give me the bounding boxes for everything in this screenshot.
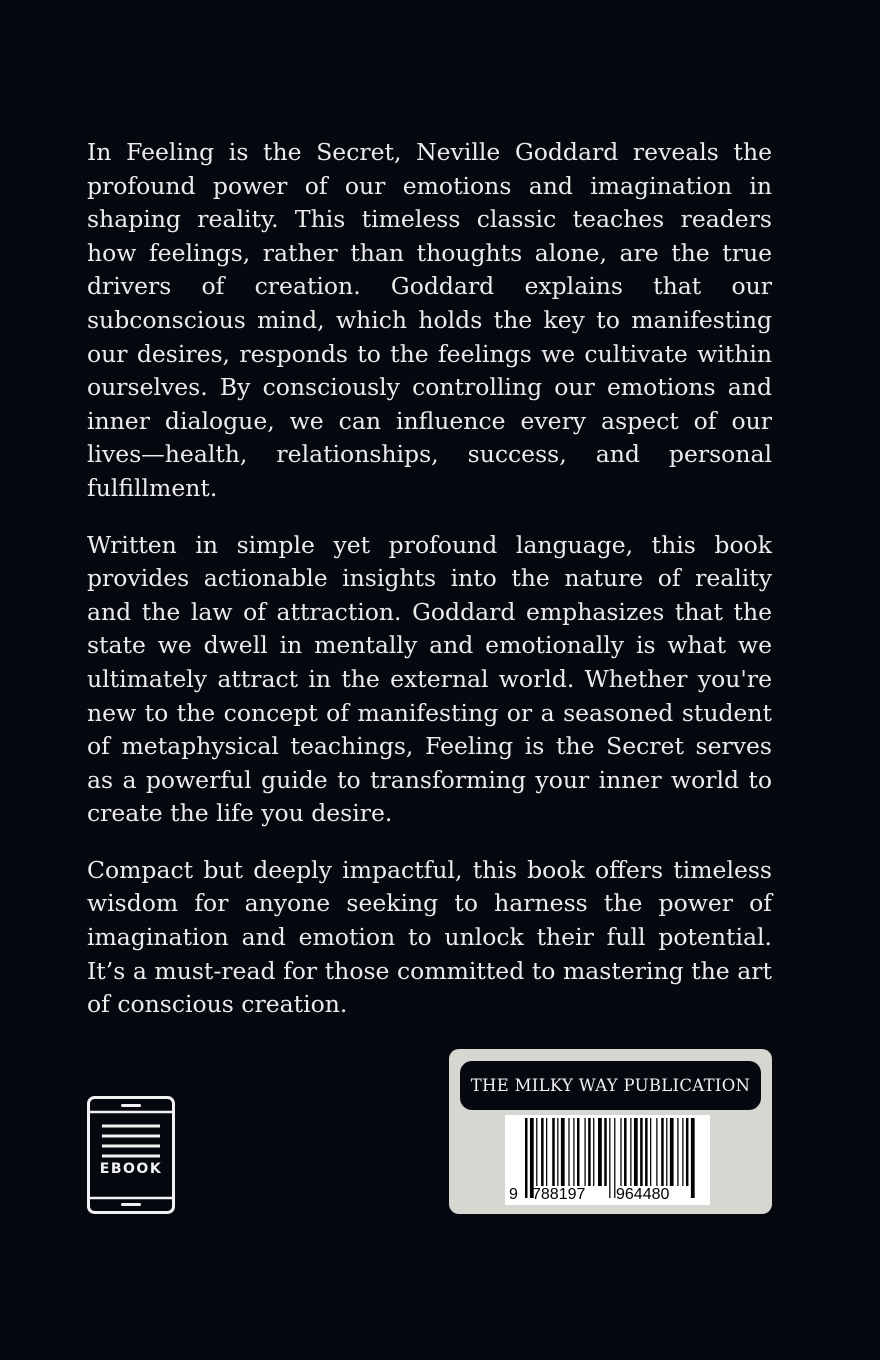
blurb-paragraph-1: In Feeling is the Secret, Neville Goddard reveals the profound power of our emotions and imagination in shaping reality. This timeless classic teaches readers how feelings, rather than thoughts alone, are the true drivers of creation. Goddard explains that our subconscious mind, which holds the key to manifesting our desires, responds to the feelings we cultivate within ourselves. By consciously controlling our emotions and inner dialogue, we can influence every aspect of our lives—health, relationships, success, and personal fulfillment.: [87, 138, 772, 502]
barcode-bar: [640, 1118, 643, 1186]
ebook-badge: [87, 1096, 175, 1214]
barcode-bar: [634, 1118, 638, 1186]
isbn-number: [505, 1185, 710, 1205]
barcode-bar: [598, 1118, 602, 1186]
barcode-bar: [624, 1118, 627, 1186]
barcode-bar: [670, 1118, 674, 1186]
barcode-bar: [546, 1118, 547, 1186]
barcode-bar: [656, 1118, 657, 1186]
barcode-bar: [577, 1118, 580, 1186]
barcode-bar: [536, 1118, 537, 1186]
barcode-bar: [552, 1118, 555, 1186]
isbn-group-2: 964480: [616, 1186, 670, 1203]
isbn-prefix: 9: [509, 1186, 518, 1203]
barcode-bar: [573, 1118, 574, 1186]
barcode-bar: [593, 1118, 594, 1186]
barcode-bar: [541, 1118, 544, 1186]
barcode-panel: [449, 1049, 772, 1214]
blurb-paragraph-3: Compact but deeply impactful, this book offers timeless wisdom for anyone seeking to harness the power of imagination and emotion to unlock their full potential. It’s a must-read for those committed to mastering the art of conscious creation.: [87, 855, 772, 1019]
isbn-group-1: 788197: [532, 1186, 586, 1203]
publisher-name: THE MILKY WAY PUBLICATION: [460, 1061, 761, 1110]
barcode-bar: [620, 1118, 621, 1186]
tablet-ebook-icon: [87, 1096, 175, 1214]
barcode-bar: [568, 1118, 569, 1186]
barcode-bar: [686, 1118, 689, 1186]
barcode-bar: [561, 1118, 565, 1186]
barcode-bar: [650, 1118, 651, 1186]
barcode-bar: [557, 1118, 558, 1186]
barcode-bar: [682, 1118, 683, 1186]
barcode-bar: [588, 1118, 591, 1186]
barcode-bar: [645, 1118, 648, 1186]
barcode-bar: [666, 1118, 667, 1186]
barcode-bar: [584, 1118, 585, 1186]
barcode-bar: [604, 1118, 607, 1186]
barcode-bar: [630, 1118, 631, 1186]
blurb-paragraph-2: Written in simple yet profound language, this book provides actionable insights into the nature of reality and the law of attraction. Goddard emphasizes that the state we dwell in mentally and emotionally is what we ultimately attract in the external world. Whether you're new to the concept of manifesting or a seasoned student of metaphysical teachings, Feeling is the Secret serves as a powerful guide to transforming your inner world to create the life you desire.: [87, 530, 772, 828]
barcode-bar: [677, 1118, 678, 1186]
ebook-label: EBOOK: [99, 1161, 163, 1177]
barcode-bar: [661, 1118, 664, 1186]
back-cover-blurb: [87, 136, 772, 1045]
isbn-barcode: [505, 1115, 710, 1205]
